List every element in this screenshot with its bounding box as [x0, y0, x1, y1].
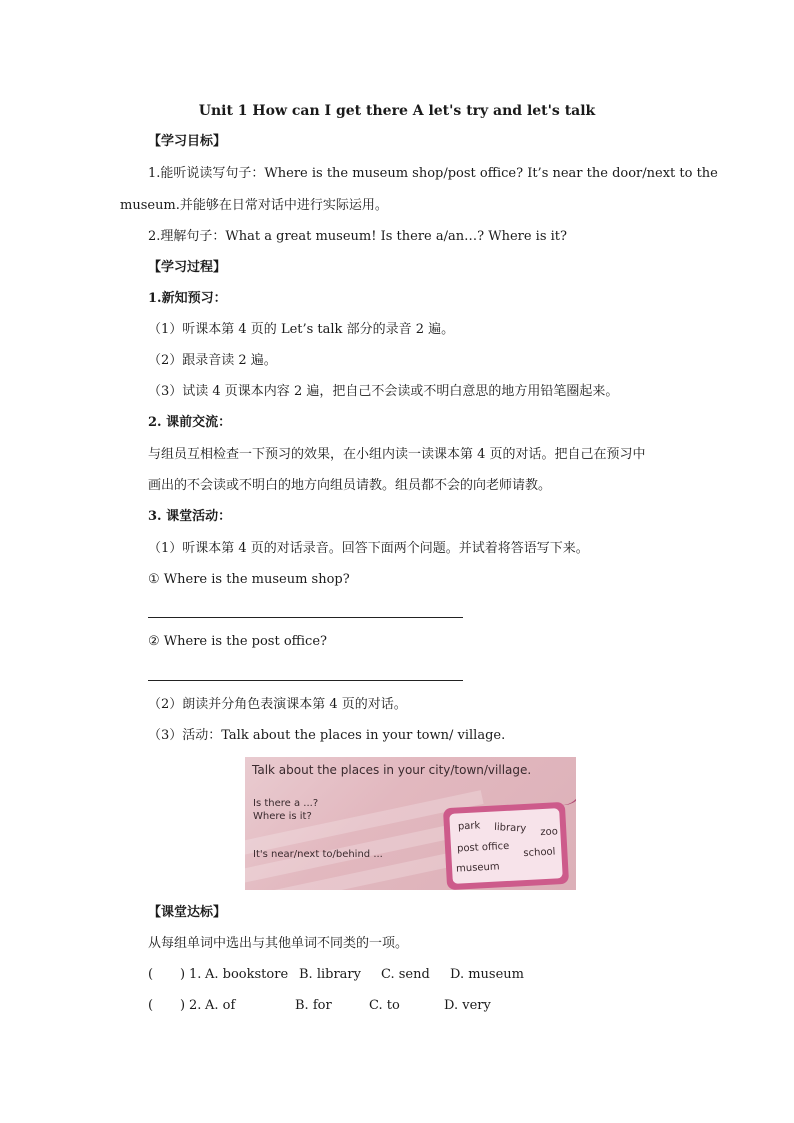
option-b: B. library: [299, 967, 361, 982]
assessment-heading: 【课堂达标】: [148, 905, 227, 920]
option-c: C. to: [369, 998, 400, 1013]
answer-paren-close: ): [180, 967, 186, 982]
answer-paren-open: (: [148, 967, 154, 982]
illustration-line-2: Where is it?: [253, 811, 312, 822]
activity-item-2: （2）朗读并分角色表演课本第 4 页的对话。: [148, 697, 407, 712]
answer-blank[interactable]: [157, 967, 179, 983]
question-2: ② Where is the post office?: [148, 634, 327, 649]
option-d: D. museum: [450, 967, 524, 982]
preview-heading: 1.新知预习：: [148, 291, 227, 306]
process-heading: 【学习过程】: [148, 260, 227, 275]
option-d: D. very: [444, 998, 491, 1013]
preview-item-1: （1）听课本第 4 页的 Let’s talk 部分的录音 2 遍。: [148, 322, 455, 337]
exchange-line-1: 与组员互相检查一下预习的效果，在小组内读一读课本第 4 页的对话。把自己在预习中: [148, 447, 646, 462]
option-a: A. of: [205, 998, 236, 1013]
page-title: Unit 1 How can I get there A let's try and let's talk: [198, 103, 596, 119]
objective-2: 2.理解句子：What a great museum! Is there a/an…? Where is it?: [148, 229, 567, 244]
answer-line-2[interactable]: [148, 680, 463, 681]
tag-word-zoo: zoo: [540, 826, 559, 839]
tag-word-park: park: [457, 820, 481, 833]
activity-item-1: （1）听课本第 4 页的对话录音。回答下面两个问题。并试着将答语写下来。: [148, 541, 589, 556]
objectives-heading: 【学习目标】: [148, 134, 227, 149]
textbook-illustration: [245, 757, 576, 890]
objective-1-line-2: museum.并能够在日常对话中进行实际运用。: [120, 198, 388, 213]
answer-blank[interactable]: [157, 998, 179, 1014]
word-tag-card: [449, 808, 563, 884]
activity-item-3: （3）活动：Talk about the places in your town/ village.: [148, 728, 506, 743]
objective-1-line-1: 1.能听说读写句子：Where is the museum shop/post office? It’s near the door/next to the: [148, 166, 718, 181]
question-number: 2.: [189, 998, 202, 1013]
question-number: 1.: [189, 967, 202, 982]
answer-paren-open: (: [148, 998, 154, 1013]
question-1: ① Where is the museum shop?: [148, 572, 350, 587]
preview-item-3: （3）试读 4 页课本内容 2 遍，把自己不会读或不明白意思的地方用铅笔圈起来。: [148, 384, 619, 399]
tag-word-museum: museum: [455, 861, 500, 875]
preview-item-2: （2）跟录音读 2 遍。: [148, 353, 277, 368]
activity-heading: 3. 课堂活动：: [148, 509, 232, 524]
exchange-line-2: 画出的不会读或不明白的地方向组员请教。组员都不会的向老师请教。: [148, 478, 552, 493]
option-b: B. for: [295, 998, 332, 1013]
illustration-line-3: It's near/next to/behind ...: [253, 849, 383, 860]
exchange-heading: 2. 课前交流：: [148, 415, 232, 430]
answer-line-1[interactable]: [148, 617, 463, 618]
tag-word-school: school: [523, 846, 556, 860]
illustration-heading: Talk about the places in your city/town/village.: [252, 763, 532, 777]
assessment-instruction: 从每组单词中选出与其他单词不同类的一项。: [148, 936, 409, 951]
tag-word-post-office: post office: [456, 840, 510, 855]
word-tag: [443, 802, 569, 890]
illustration-line-1: Is there a ...?: [253, 798, 319, 809]
option-a: A. bookstore: [205, 967, 289, 982]
tag-word-library: library: [493, 821, 527, 835]
option-c: C. send: [381, 967, 430, 982]
answer-paren-close: ): [180, 998, 186, 1013]
